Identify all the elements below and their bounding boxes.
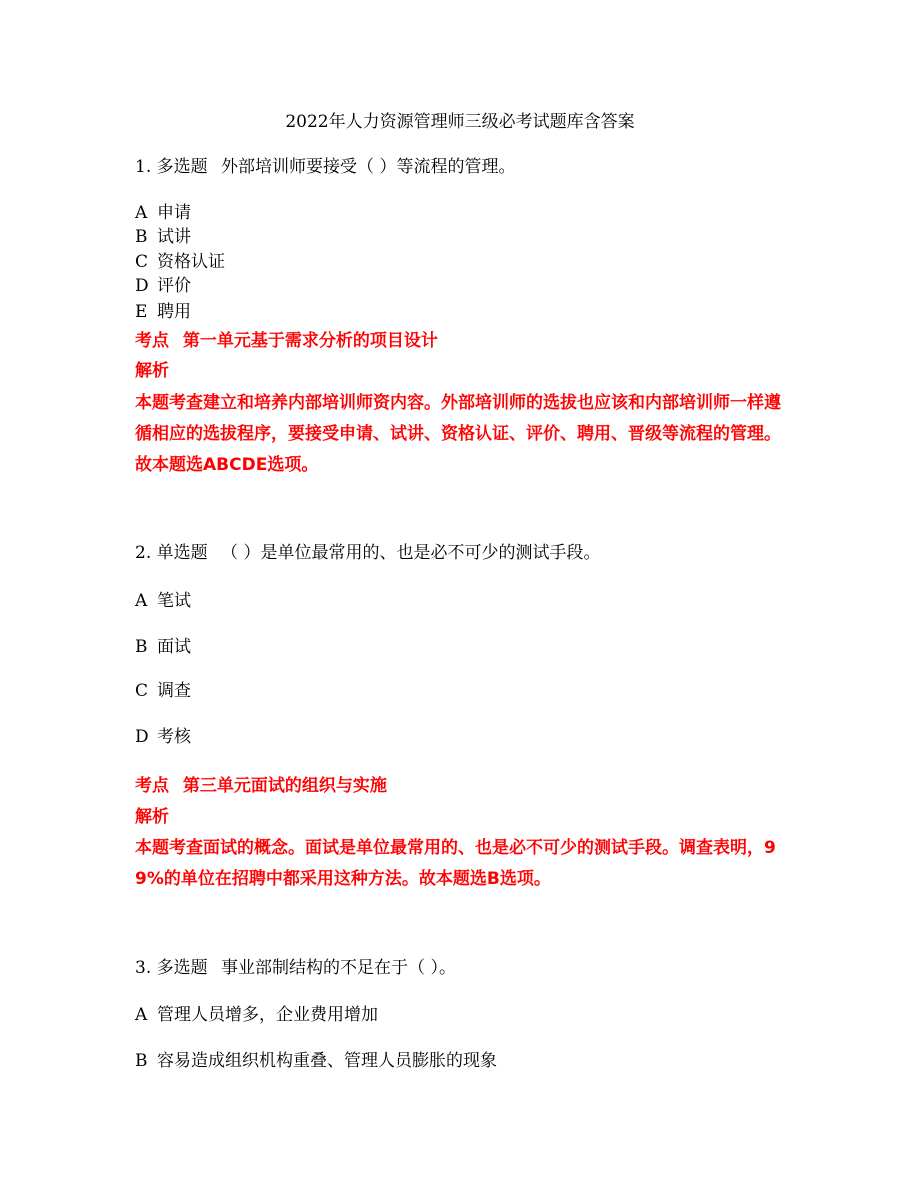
q1-option-b-text: 试讲 [157, 227, 191, 247]
q2-option-a-text: 笔试 [157, 591, 191, 611]
q1-option-d-letter: D [135, 276, 149, 296]
q2-option-c-letter: C [135, 681, 149, 701]
q1-option-b [135, 225, 191, 249]
q1-option-b-letter: B [135, 227, 148, 247]
q3-option-a [135, 1003, 378, 1027]
q2-kaodian-label: 考点 [135, 776, 169, 796]
q1-option-c-letter: C [135, 252, 149, 272]
q1-jiexi-text: 本题考查建立和培养内部培训师资内容。外部培训师的选拔也应该和内部培训师一样遵循相应的选拔程序，要接受申请、试讲、资格认证、评价、聘用、晋级等流程的管理。故本题选ABCDE选项。 [135, 393, 781, 475]
question-3-stem: 事业部制结构的不足在于（ ）。 [221, 958, 456, 978]
q3-option-b-letter: B [135, 1051, 148, 1071]
q2-kaodian-text: 第三单元面试的组织与实施 [182, 776, 387, 796]
q1-option-e-text: 聘用 [157, 302, 191, 322]
question-3-type: 多选题 [156, 958, 208, 978]
q2-option-a-letter: A [135, 591, 148, 611]
q2-option-c [135, 679, 191, 703]
q2-option-c-text: 调查 [157, 681, 191, 701]
q2-option-d-letter: D [135, 727, 149, 747]
q1-option-a-text: 申请 [157, 203, 191, 223]
q1-kaodian-label: 考点 [135, 331, 169, 351]
question-2-number: 2. [135, 543, 152, 563]
q2-kaodian [135, 774, 387, 798]
q2-option-b-text: 面试 [157, 637, 191, 657]
q1-option-e-letter: E [135, 302, 148, 322]
question-1-number: 1. [135, 157, 152, 177]
q3-option-a-text: 管理人员增多，企业费用增加 [157, 1005, 378, 1025]
question-1 [135, 155, 515, 179]
question-2 [135, 541, 600, 565]
question-3-number: 3. [135, 958, 152, 978]
q1-option-d [135, 274, 191, 298]
q1-option-c-text: 资格认证 [157, 252, 225, 272]
q2-jiexi-text: 本题考查面试的概念。面试是单位最常用的、也是必不可少的测试手段。调查表明，99%的单位在招聘中都采用这种方法。故本题选B选项。 [135, 838, 776, 889]
q2-option-d-text: 考核 [157, 727, 191, 747]
question-2-type: 单选题 [156, 543, 208, 563]
q1-option-a [135, 201, 191, 225]
document-title: 2022年人力资源管理师三级必考试题库含答案 [285, 112, 635, 132]
q1-kaodian-text: 第一单元基于需求分析的项目设计 [182, 331, 438, 351]
q2-option-a [135, 589, 191, 613]
q3-option-b-text: 容易造成组织机构重叠、管理人员膨胀的现象 [157, 1051, 497, 1071]
q1-option-c [135, 250, 225, 274]
q3-option-a-letter: A [135, 1005, 148, 1025]
q1-option-a-letter: A [135, 203, 148, 223]
question-1-stem: 外部培训师要接受（ ）等流程的管理。 [221, 157, 516, 177]
question-2-stem: （ ）是单位最常用的、也是必不可少的测试手段。 [221, 543, 601, 563]
q2-option-d [135, 725, 191, 749]
q2-option-b [135, 635, 191, 659]
q1-option-d-text: 评价 [157, 276, 191, 296]
question-1-type: 多选题 [156, 157, 208, 177]
q1-kaodian [135, 329, 438, 353]
q1-jiexi-label: 解析 [135, 361, 169, 381]
q1-option-e [135, 300, 191, 324]
q2-jiexi-label: 解析 [135, 807, 169, 827]
q2-option-b-letter: B [135, 637, 148, 657]
question-3 [135, 956, 456, 980]
q3-option-b [135, 1049, 497, 1073]
